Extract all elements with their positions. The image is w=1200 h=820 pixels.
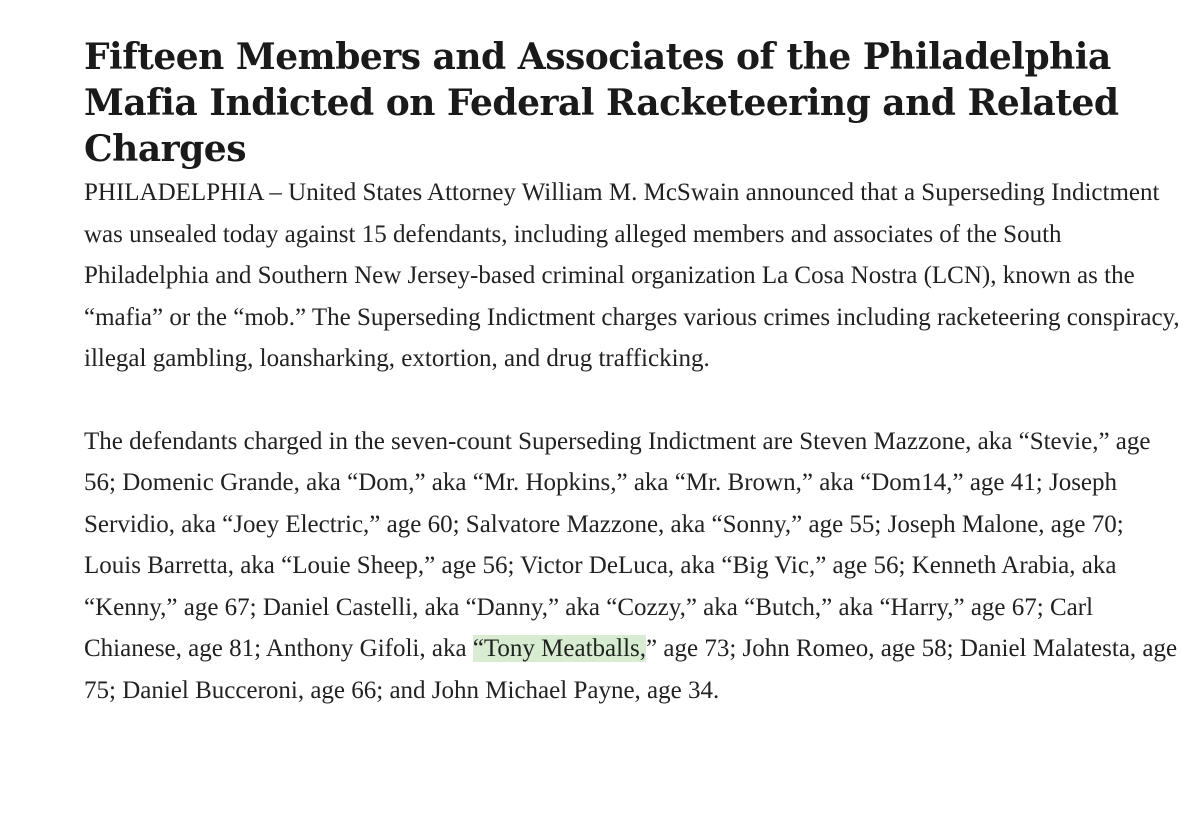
- article-paragraph-intro: PHILADELPHIA – United States Attorney William M. McSwain announced that a Superseding Indictment was unsealed today against 15 defendants, including alleged members and associates of the South Philadelphia and Southern New Jersey-based criminal organization La Cosa Nostra (LCN), known as the “mafia” or the “mob.” The Superseding Indictment charges various crimes including racketeering conspiracy, illegal gambling, loansharking, extortion, and drug trafficking.: [84, 179, 1180, 372]
- defendants-text-before: The defendants charged in the seven-count Superseding Indictment are Steven Mazzone, aka “Stevie,” age 56; Domenic Grande, aka “Dom,” aka “Mr. Hopkins,” aka “Mr. Brown,” aka “Dom14,” age 41; Joseph Servidio, aka “Joey Electric,” age 60; Salvatore Mazzone, aka “Sonny,” age 55; Joseph Malone, age 70; Louis Barretta, aka “Louie Sheep,” age 56; Victor DeLuca, aka “Big Vic,” age 56; Kenneth Arabia, aka “Kenny,” age 67; Daniel Castelli, aka “Danny,” aka “Cozzy,” aka “Butch,” aka “Harry,” age 67; Carl Chianese, age 81; Anthony Gifoli, aka: [84, 427, 1151, 662]
- article-headline: Fifteen Members and Associates of the Philadelphia Mafia Indicted on Federal Racketeering and Related Charges: [84, 36, 1119, 170]
- defendants-text-after: ” age 73; John Romeo, age 58; Daniel Malatesta, age 75; Daniel Bucceroni, age 66; and John Michael Payne, age 34.: [84, 635, 1178, 704]
- article: [84, 34, 1184, 711]
- article-paragraph-defendants: [84, 421, 1184, 712]
- highlighted-text: “Tony Meatballs,: [472, 635, 647, 662]
